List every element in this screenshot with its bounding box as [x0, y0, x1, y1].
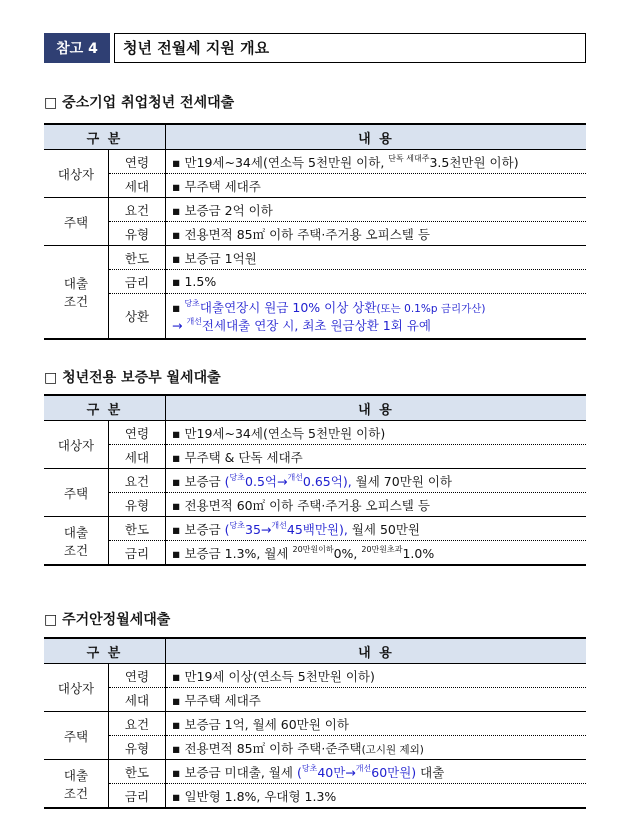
header-category: 구 분	[44, 395, 166, 421]
content-cell: ▪ 무주택 세대주	[166, 688, 587, 712]
table-row	[44, 174, 586, 198]
table-row	[44, 541, 586, 566]
content-cell: ▪ 보증금 2억 이하	[166, 198, 587, 222]
content-cell: ▪ 무주택 세대주	[166, 174, 587, 198]
page-header	[44, 33, 586, 63]
table-row	[44, 421, 586, 445]
table-header-row	[44, 395, 586, 421]
content-cell: ▪ 만19세~34세(연소득 5천만원 이하, $^{단독 세대주}$3.5천만원 이하)	[166, 150, 587, 174]
category-cell: 대상자	[44, 664, 109, 712]
content-cell: ▪ 일반형 1.8%, 우대형 1.3%	[166, 784, 587, 809]
content-cell: ▪ 전용면적 85㎡ 이하 주택·준주택(고시원 제외)	[166, 736, 587, 760]
page-title: 청년 전월세 지원 개요	[114, 33, 586, 63]
table-row	[44, 517, 586, 541]
subcategory-cell: 연령	[109, 150, 166, 174]
content-cell: ▪ 보증금 ($^{당초}$0.5억→$^{개선}$0.65억), 월세 70만원 이하	[166, 469, 587, 493]
table-row	[44, 270, 586, 294]
subcategory-cell: 금리	[109, 541, 166, 566]
table-row	[44, 493, 586, 517]
category-cell: 대출 조건	[44, 246, 109, 340]
table-row	[44, 688, 586, 712]
table-section-1	[44, 123, 586, 340]
section-title-1: □ 중소기업 취업청년 전세대출	[44, 95, 235, 111]
table-row	[44, 664, 586, 688]
table-row	[44, 760, 586, 784]
subcategory-cell: 유형	[109, 222, 166, 246]
reference-badge: 참고 4	[44, 33, 110, 63]
subcategory-cell: 연령	[109, 664, 166, 688]
content-cell: ▪ 전용면적 85㎡ 이하 주택·주거용 오피스텔 등	[166, 222, 587, 246]
content-cell: ▪ $^{당초}$대출연장시 원금 10% 이상 상환(또는 0.1%p 금리가산) → $^{개선}$전세대출 연장 시, 최초 원금상환 1회 유예	[166, 294, 587, 340]
section-title-3: □ 주거안정월세대출	[44, 612, 171, 628]
category-cell: 주택	[44, 469, 109, 517]
content-cell: ▪ 만19세~34세(연소득 5천만원 이하)	[166, 421, 587, 445]
content-cell: ▪ 보증금 ($^{당초}$35→$^{개선}$45백만원), 월세 50만원	[166, 517, 587, 541]
content-cell: ▪ 전용면적 60㎡ 이하 주택·주거용 오피스텔 등	[166, 493, 587, 517]
table-row	[44, 198, 586, 222]
content-cell: ▪ 보증금 1.3%, 월세 $^{20만원이하}$0%, $^{20만원초과}$1.0%	[166, 541, 587, 566]
section-title-2: □ 청년전용 보증부 월세대출	[44, 370, 221, 386]
subcategory-cell: 세대	[109, 174, 166, 198]
subcategory-cell: 한도	[109, 760, 166, 784]
table-row	[44, 784, 586, 809]
table-row	[44, 712, 586, 736]
table-header-row	[44, 124, 586, 150]
header-category: 구 분	[44, 124, 166, 150]
subcategory-cell: 세대	[109, 445, 166, 469]
subcategory-cell: 상환	[109, 294, 166, 340]
subcategory-cell: 유형	[109, 493, 166, 517]
category-cell: 대출 조건	[44, 517, 109, 566]
subcategory-cell: 세대	[109, 688, 166, 712]
category-cell: 대상자	[44, 150, 109, 198]
category-cell: 대상자	[44, 421, 109, 469]
subcategory-cell: 금리	[109, 270, 166, 294]
content-cell: ▪ 1.5%	[166, 270, 587, 294]
header-content: 내 용	[166, 124, 587, 150]
table-row	[44, 222, 586, 246]
category-cell: 주택	[44, 198, 109, 246]
content-cell: ▪ 무주택 & 단독 세대주	[166, 445, 587, 469]
subcategory-cell: 유형	[109, 736, 166, 760]
subcategory-cell: 연령	[109, 421, 166, 445]
table-header-row	[44, 638, 586, 664]
table-row	[44, 150, 586, 174]
table-row	[44, 469, 586, 493]
content-cell: ▪ 보증금 1억, 월세 60만원 이하	[166, 712, 587, 736]
table-section-2	[44, 394, 586, 566]
category-cell: 주택	[44, 712, 109, 760]
table-row	[44, 445, 586, 469]
subcategory-cell: 요건	[109, 198, 166, 222]
table-row	[44, 736, 586, 760]
content-cell: ▪ 만19세 이상(연소득 5천만원 이하)	[166, 664, 587, 688]
header-content: 내 용	[166, 638, 587, 664]
subcategory-cell: 한도	[109, 517, 166, 541]
header-content: 내 용	[166, 395, 587, 421]
table-section-3	[44, 637, 586, 809]
subcategory-cell: 요건	[109, 712, 166, 736]
table-row	[44, 294, 586, 340]
table-row	[44, 246, 586, 270]
subcategory-cell: 금리	[109, 784, 166, 809]
category-cell: 대출 조건	[44, 760, 109, 809]
header-category: 구 분	[44, 638, 166, 664]
subcategory-cell: 한도	[109, 246, 166, 270]
content-cell: ▪ 보증금 미대출, 월세 ($^{당초}$40만→$^{개선}$60만원) 대출	[166, 760, 587, 784]
subcategory-cell: 요건	[109, 469, 166, 493]
content-cell: ▪ 보증금 1억원	[166, 246, 587, 270]
